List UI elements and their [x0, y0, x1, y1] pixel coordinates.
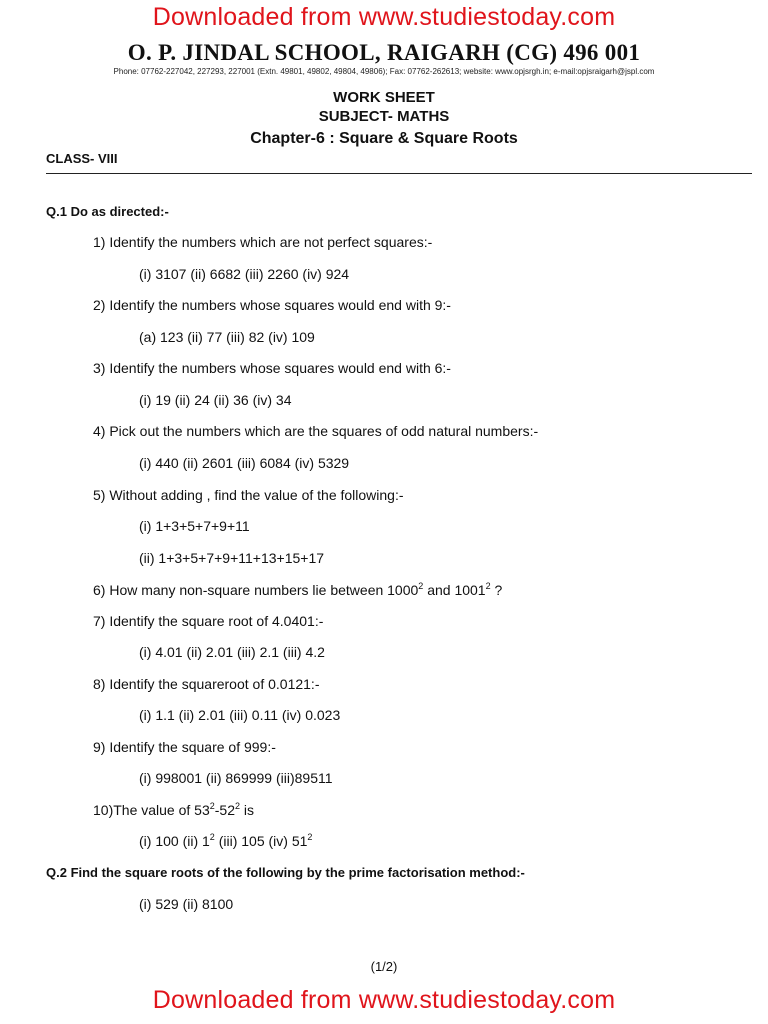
q1-item-3-options: (i) 19 (ii) 24 (ii) 36 (iv) 34	[139, 392, 292, 408]
q2-options: (i) 529 (ii) 8100	[139, 896, 234, 912]
q1-item-5-option-2: (ii) 1+3+5+7+9+11+13+15+17	[139, 550, 325, 566]
q1-item-10-text-a: 10)The value of 53	[93, 802, 210, 818]
worksheet-chapter: Chapter-6 : Square & Square Roots	[250, 130, 518, 147]
q1-item-6-question	[93, 582, 502, 598]
worksheet-subject: SUBJECT- MATHS	[318, 108, 450, 125]
q1-item-4-options: (i) 440 (ii) 2601 (iii) 6084 (iv) 5329	[139, 455, 350, 471]
watermark-banner-bottom: Downloaded from www.studiestoday.com	[152, 986, 616, 1014]
q1-item-3-question: 3) Identify the numbers whose squares would end with 6:-	[93, 360, 451, 376]
page-number: (1/2)	[370, 959, 398, 974]
q1-heading: Q.1 Do as directed:-	[46, 204, 169, 219]
q1-item-2-question: 2) Identify the numbers whose squares would end with 9:-	[93, 297, 451, 313]
q1-item-10-text-b: -52	[214, 802, 235, 818]
q1-item-10-option-exponent-2: 2	[307, 832, 313, 842]
q1-item-10-options	[139, 833, 312, 849]
q1-item-10-exponent-2: 2	[235, 801, 241, 811]
class-label: CLASS- VIII	[46, 151, 118, 166]
q1-item-6-text-a: 6) How many non-square numbers lie between 1000	[93, 582, 419, 598]
header-divider	[46, 173, 752, 174]
school-contact: Phone: 07762-227042, 227293, 227001 (Extn. 49801, 49802, 49804, 49806); Fax: 07762-262613; website: www.opjsrgh.in; e-mail:opjsraigarh@jspl.com	[113, 67, 655, 76]
q1-item-7-question: 7) Identify the square root of 4.0401:-	[93, 613, 324, 629]
q1-item-4-question: 4) Pick out the numbers which are the squares of odd natural numbers:-	[93, 423, 539, 439]
q1-item-1-options: (i) 3107 (ii) 6682 (iii) 2260 (iv) 924	[139, 266, 350, 282]
q1-item-2-options: (a) 123 (ii) 77 (iii) 82 (iv) 109	[139, 329, 315, 345]
q1-item-10-option-exponent-1: 2	[209, 832, 215, 842]
q1-item-6-exponent-2: 2	[485, 581, 491, 591]
q1-item-10-text-c: is	[240, 802, 255, 818]
q1-item-9-question: 9) Identify the square of 999:-	[93, 739, 276, 755]
q1-item-6-text-b: and 1001	[423, 582, 486, 598]
school-name: O. P. JINDAL SCHOOL, RAIGARH (CG) 496 001	[127, 40, 641, 65]
q1-item-7-options: (i) 4.01 (ii) 2.01 (iii) 2.1 (iii) 4.2	[139, 644, 325, 660]
q1-item-1-question: 1) Identify the numbers which are not perfect squares:-	[93, 234, 433, 250]
q1-item-6-text-c: ?	[490, 582, 503, 598]
q1-item-8-question: 8) Identify the squareroot of 0.0121:-	[93, 676, 320, 692]
worksheet-title: WORK SHEET	[333, 89, 435, 106]
q1-item-5-question: 5) Without adding , find the value of the following:-	[93, 487, 404, 503]
q1-item-10-option-text-a: (i) 100 (ii) 1	[139, 833, 210, 849]
watermark-banner-top: Downloaded from www.studiestoday.com	[152, 3, 616, 31]
q1-item-10-option-text-b: (iii) 105 (iv) 51	[214, 833, 308, 849]
q1-item-5-option-1: (i) 1+3+5+7+9+11	[139, 518, 250, 534]
q1-item-6-exponent-1: 2	[418, 581, 424, 591]
q2-heading: Q.2 Find the square roots of the following by the prime factorisation method:-	[46, 865, 525, 880]
q1-item-9-options: (i) 998001 (ii) 869999 (iii)89511	[139, 770, 333, 786]
q1-item-10-question	[93, 802, 254, 818]
q1-item-8-options: (i) 1.1 (ii) 2.01 (iii) 0.11 (iv) 0.023	[139, 707, 341, 723]
q1-item-10-exponent-1: 2	[209, 801, 215, 811]
